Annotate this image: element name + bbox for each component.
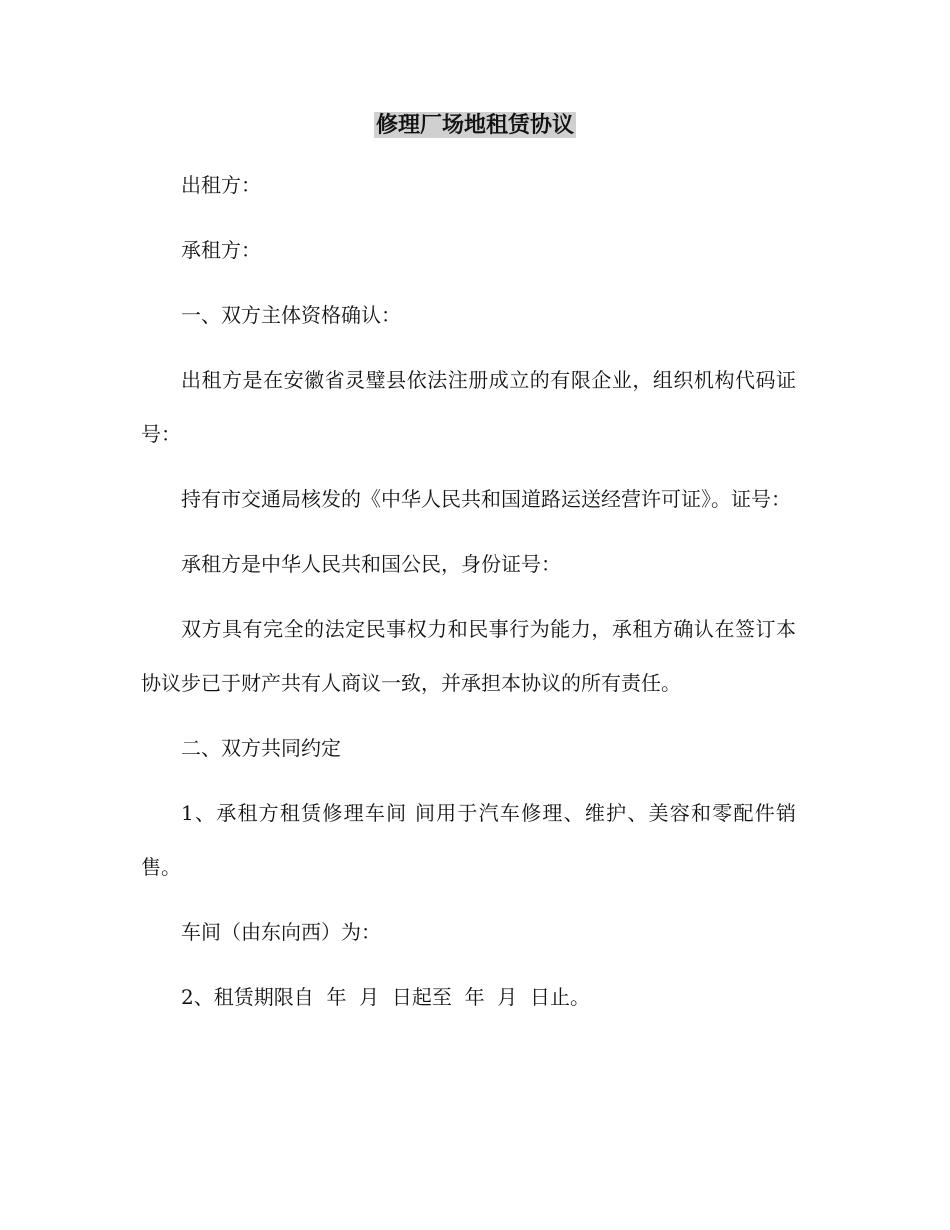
paragraph-section-2-heading: 二、双方共同约定 — [181, 736, 341, 760]
paragraph-capacity: 双方具有完全的法定民事权力和民事行为能力，承租方确认在签订本协议步已于财产共有人商议一致，并承担本协议的所有责任。 — [141, 617, 796, 695]
paragraph-license: 持有市交通局核发的《中华人民共和国道路运送经营许可证》。证号： — [181, 487, 791, 511]
document-title — [0, 108, 950, 142]
paragraph-lessor: 出租方： — [181, 173, 261, 197]
paragraph-lessee-identity: 承租方是中华人民共和国公民，身份证号： — [181, 552, 561, 576]
paragraph-lessee: 承租方： — [181, 238, 261, 262]
paragraph-clause-1: 1、承租方租赁修理车间 间用于汽车修理、维护、美容和零配件销售。 — [141, 801, 796, 879]
document-body — [141, 168, 796, 1045]
paragraph-lessor-qualification: 出租方是在安徽省灵璧县依法注册成立的有限企业，组织机构代码证号： — [141, 368, 796, 446]
paragraph-workshop: 车间（由东向西）为： — [181, 920, 381, 944]
document-title-text: 修理厂场地租赁协议 — [375, 112, 574, 138]
paragraph-clause-2: 2、租赁期限自 年 月 日起至 年 月 日止。 — [181, 985, 591, 1009]
paragraph-section-1-heading: 一、双方主体资格确认： — [181, 303, 401, 327]
